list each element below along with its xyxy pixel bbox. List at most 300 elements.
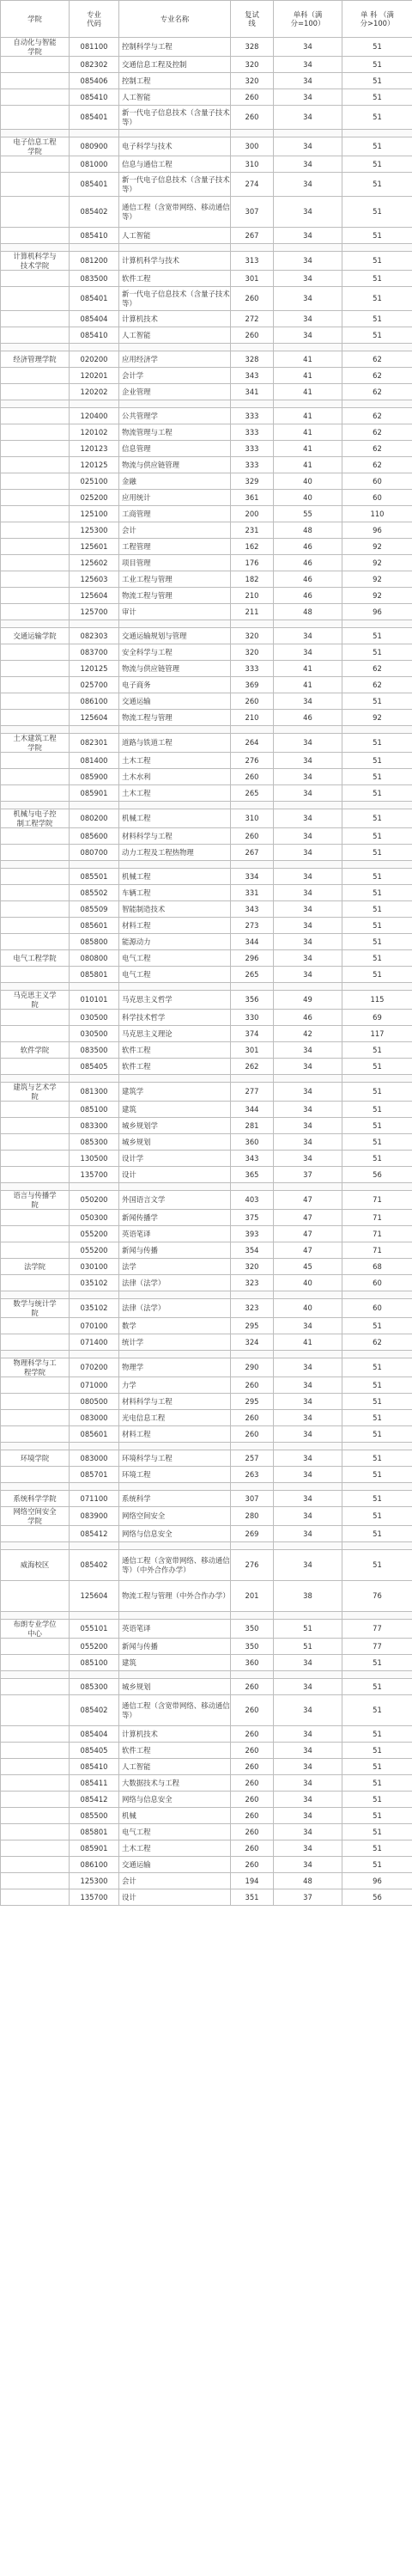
school-cell — [1, 506, 70, 522]
code-cell: 085801 — [70, 1824, 119, 1840]
table-row — [1, 441, 412, 457]
name-cell: 机械 — [119, 1808, 231, 1824]
school-cell — [1, 861, 70, 869]
school-cell — [1, 1467, 70, 1483]
name-cell: 新闻与传播 — [119, 1639, 231, 1655]
name-cell: 电子科学与技术 — [119, 137, 231, 156]
table-row — [1, 1242, 412, 1259]
total-cell: 260 — [231, 1377, 274, 1394]
code-cell: 086100 — [70, 693, 119, 710]
single-over-100-cell: 92 — [342, 710, 412, 726]
single-over-100-cell: 92 — [342, 588, 412, 604]
name-cell — [119, 1671, 231, 1679]
single-100-cell: 34 — [274, 785, 342, 802]
code-cell — [70, 400, 119, 408]
name-cell: 统计学 — [119, 1334, 231, 1351]
code-cell: 085405 — [70, 1059, 119, 1075]
single-100-cell — [274, 861, 342, 869]
single-over-100-cell: 68 — [342, 1259, 412, 1275]
code-cell: 050200 — [70, 1191, 119, 1210]
name-cell: 材料科学与工程 — [119, 1394, 231, 1410]
code-cell: 120202 — [70, 384, 119, 400]
single-100-cell — [274, 1542, 342, 1550]
code-cell: 025700 — [70, 677, 119, 693]
total-cell: 343 — [231, 1151, 274, 1167]
total-cell — [231, 344, 274, 351]
name-cell: 公共管理学 — [119, 408, 231, 424]
single-100-cell: 34 — [274, 1491, 342, 1507]
code-cell: 082301 — [70, 734, 119, 753]
total-cell: 369 — [231, 677, 274, 693]
school-cell — [1, 1808, 70, 1824]
single-100-cell — [274, 344, 342, 351]
total-cell: 334 — [231, 869, 274, 885]
name-cell: 力学 — [119, 1377, 231, 1394]
code-cell: 125602 — [70, 555, 119, 571]
code-cell: 085401 — [70, 106, 119, 130]
single-100-cell: 34 — [274, 869, 342, 885]
school-cell — [1, 1443, 70, 1450]
single-100-cell: 46 — [274, 1010, 342, 1026]
name-cell — [119, 1351, 231, 1358]
total-cell — [231, 1542, 274, 1550]
table-row — [1, 885, 412, 901]
total-cell: 211 — [231, 604, 274, 620]
single-over-100-cell: 51 — [342, 1083, 412, 1102]
single-over-100-cell: 92 — [342, 571, 412, 588]
code-cell: 050300 — [70, 1210, 119, 1226]
school-cell — [1, 1695, 70, 1726]
code-cell: 085601 — [70, 918, 119, 934]
single-over-100-cell: 51 — [342, 1102, 412, 1118]
single-100-cell: 34 — [274, 644, 342, 661]
total-cell: 194 — [231, 1873, 274, 1889]
single-100-cell: 47 — [274, 1242, 342, 1259]
single-100-cell: 46 — [274, 555, 342, 571]
total-cell — [231, 130, 274, 137]
single-100-cell — [274, 130, 342, 137]
single-100-cell: 34 — [274, 89, 342, 106]
name-cell: 信息管理 — [119, 441, 231, 457]
table-row — [1, 1857, 412, 1873]
name-cell: 物流管理与工程 — [119, 424, 231, 441]
single-over-100-cell: 51 — [342, 197, 412, 228]
code-cell — [70, 1183, 119, 1191]
single-100-cell: 41 — [274, 677, 342, 693]
table-row — [1, 828, 412, 845]
single-100-cell: 34 — [274, 1426, 342, 1443]
school-cell — [1, 828, 70, 845]
single-over-100-cell: 62 — [342, 457, 412, 473]
single-100-cell: 34 — [274, 950, 342, 967]
single-100-cell: 46 — [274, 571, 342, 588]
code-cell: 071400 — [70, 1334, 119, 1351]
school-cell — [1, 1410, 70, 1426]
name-cell — [119, 244, 231, 252]
single-over-100-cell: 62 — [342, 677, 412, 693]
single-over-100-cell: 51 — [342, 1467, 412, 1483]
total-cell: 274 — [231, 173, 274, 197]
single-over-100-cell: 51 — [342, 845, 412, 861]
table-row — [1, 38, 412, 57]
name-cell: 新一代电子信息技术（含量子技术等） — [119, 106, 231, 130]
single-100-cell: 34 — [274, 1840, 342, 1857]
code-cell: 085502 — [70, 885, 119, 901]
total-cell: 260 — [231, 1840, 274, 1857]
single-100-cell: 51 — [274, 1620, 342, 1639]
single-over-100-cell — [342, 344, 412, 351]
single-over-100-cell: 51 — [342, 156, 412, 173]
name-cell: 物流工程与管理 — [119, 588, 231, 604]
table-row — [1, 106, 412, 130]
single-100-cell: 34 — [274, 845, 342, 861]
single-over-100-cell: 117 — [342, 1026, 412, 1042]
single-over-100-cell: 60 — [342, 1275, 412, 1291]
total-cell: 320 — [231, 628, 274, 644]
school-cell — [1, 1010, 70, 1026]
school-cell — [1, 677, 70, 693]
single-over-100-cell — [342, 861, 412, 869]
separator-row — [1, 983, 412, 991]
school-cell — [1, 1426, 70, 1443]
single-100-cell: 34 — [274, 628, 342, 644]
single-over-100-cell: 62 — [342, 368, 412, 384]
name-cell: 计算机技术 — [119, 311, 231, 327]
single-100-cell: 34 — [274, 753, 342, 769]
single-100-cell — [274, 1291, 342, 1299]
code-cell: 083500 — [70, 1042, 119, 1059]
name-cell: 法学 — [119, 1259, 231, 1275]
school-cell: 网络空间安全 学院 — [1, 1507, 70, 1526]
single-over-100-cell: 71 — [342, 1242, 412, 1259]
name-cell: 物流工程与管理（中外合作办学） — [119, 1581, 231, 1612]
name-cell: 交通运输 — [119, 693, 231, 710]
school-cell — [1, 604, 70, 620]
school-cell: 布朗专业学位 中心 — [1, 1620, 70, 1639]
code-cell: 120125 — [70, 457, 119, 473]
single-100-cell: 34 — [274, 1151, 342, 1167]
table-row — [1, 734, 412, 753]
name-cell: 软件工程 — [119, 1743, 231, 1759]
name-cell: 审计 — [119, 604, 231, 620]
code-cell — [70, 130, 119, 137]
single-100-cell: 34 — [274, 693, 342, 710]
single-over-100-cell — [342, 1351, 412, 1358]
total-cell: 320 — [231, 57, 274, 73]
school-cell — [1, 106, 70, 130]
single-over-100-cell — [342, 802, 412, 809]
code-cell: 085402 — [70, 1550, 119, 1581]
total-cell: 260 — [231, 828, 274, 845]
single-over-100-cell: 77 — [342, 1639, 412, 1655]
total-cell: 260 — [231, 1726, 274, 1743]
code-cell: 055101 — [70, 1620, 119, 1639]
school-cell — [1, 173, 70, 197]
school-cell — [1, 918, 70, 934]
table-row — [1, 473, 412, 490]
single-over-100-cell: 51 — [342, 769, 412, 785]
school-cell — [1, 1210, 70, 1226]
school-cell: 自动化与智能 学院 — [1, 38, 70, 57]
table-row — [1, 1259, 412, 1275]
code-cell: 085900 — [70, 769, 119, 785]
school-cell — [1, 726, 70, 734]
name-cell: 法律（法学） — [119, 1275, 231, 1291]
single-over-100-cell — [342, 726, 412, 734]
single-100-cell: 34 — [274, 1467, 342, 1483]
table-row — [1, 967, 412, 983]
school-cell — [1, 1394, 70, 1410]
single-100-cell: 34 — [274, 106, 342, 130]
single-over-100-cell: 51 — [342, 1743, 412, 1759]
single-over-100-cell — [342, 400, 412, 408]
name-cell: 软件工程 — [119, 1059, 231, 1075]
single-100-cell — [274, 400, 342, 408]
single-over-100-cell: 51 — [342, 1410, 412, 1426]
single-100-cell — [274, 983, 342, 991]
name-cell: 材料工程 — [119, 918, 231, 934]
table-row — [1, 408, 412, 424]
code-cell — [70, 620, 119, 628]
code-cell: 083700 — [70, 644, 119, 661]
school-cell: 计算机科学与 技术学院 — [1, 252, 70, 271]
total-cell: 262 — [231, 1059, 274, 1075]
separator-row — [1, 1183, 412, 1191]
school-cell: 建筑与艺术学 院 — [1, 1083, 70, 1102]
school-cell — [1, 539, 70, 555]
total-cell: 333 — [231, 408, 274, 424]
school-cell — [1, 1671, 70, 1679]
table-row — [1, 1318, 412, 1334]
name-cell: 土木工程 — [119, 1840, 231, 1857]
single-100-cell: 41 — [274, 408, 342, 424]
name-cell: 物理学 — [119, 1358, 231, 1377]
school-cell — [1, 1792, 70, 1808]
total-cell: 350 — [231, 1620, 274, 1639]
single-over-100-cell: 51 — [342, 950, 412, 967]
table-row — [1, 1743, 412, 1759]
single-over-100-cell: 51 — [342, 934, 412, 950]
single-over-100-cell: 51 — [342, 311, 412, 327]
name-cell: 材料工程 — [119, 1426, 231, 1443]
single-100-cell: 34 — [274, 828, 342, 845]
single-100-cell: 34 — [274, 734, 342, 753]
single-over-100-cell — [342, 1443, 412, 1450]
code-cell: 120125 — [70, 661, 119, 677]
total-cell: 260 — [231, 1695, 274, 1726]
name-cell: 土木工程 — [119, 785, 231, 802]
school-cell — [1, 802, 70, 809]
table-row — [1, 89, 412, 106]
single-100-cell: 47 — [274, 1226, 342, 1242]
single-100-cell: 34 — [274, 327, 342, 344]
separator-row — [1, 130, 412, 137]
single-100-cell — [274, 1483, 342, 1491]
single-100-cell: 34 — [274, 228, 342, 244]
total-cell: 333 — [231, 661, 274, 677]
single-over-100-cell: 56 — [342, 1889, 412, 1906]
name-cell — [119, 1075, 231, 1083]
school-cell — [1, 1542, 70, 1550]
code-cell: 085405 — [70, 1743, 119, 1759]
separator-row — [1, 726, 412, 734]
single-100-cell: 34 — [274, 1526, 342, 1542]
single-100-cell: 34 — [274, 1679, 342, 1695]
total-cell: 276 — [231, 753, 274, 769]
code-cell: 080700 — [70, 845, 119, 861]
school-cell — [1, 901, 70, 918]
table-row — [1, 73, 412, 89]
name-cell: 大数据技术与工程 — [119, 1775, 231, 1792]
name-cell — [119, 983, 231, 991]
single-100-cell — [274, 1443, 342, 1450]
school-cell — [1, 1612, 70, 1620]
school-cell — [1, 1679, 70, 1695]
name-cell: 交通运输 — [119, 1857, 231, 1873]
school-cell — [1, 244, 70, 252]
total-cell: 328 — [231, 38, 274, 57]
school-cell: 土木建筑工程 学院 — [1, 734, 70, 753]
code-cell: 085901 — [70, 1840, 119, 1857]
name-cell: 设计学 — [119, 1151, 231, 1167]
code-cell: 085402 — [70, 1695, 119, 1726]
code-cell: 085404 — [70, 311, 119, 327]
single-100-cell: 47 — [274, 1191, 342, 1210]
name-cell: 新闻传播学 — [119, 1210, 231, 1226]
single-100-cell: 41 — [274, 424, 342, 441]
single-over-100-cell: 51 — [342, 1134, 412, 1151]
name-cell — [119, 130, 231, 137]
single-100-cell: 41 — [274, 457, 342, 473]
table-row — [1, 1134, 412, 1151]
name-cell: 项目管理 — [119, 555, 231, 571]
total-cell: 324 — [231, 1334, 274, 1351]
table-row — [1, 571, 412, 588]
single-100-cell: 34 — [274, 1775, 342, 1792]
table-row — [1, 1226, 412, 1242]
single-100-cell: 34 — [274, 967, 342, 983]
table-row — [1, 1210, 412, 1226]
separator-row — [1, 861, 412, 869]
school-cell — [1, 1351, 70, 1358]
single-100-cell: 37 — [274, 1889, 342, 1906]
total-cell: 323 — [231, 1299, 274, 1318]
single-100-cell: 49 — [274, 991, 342, 1010]
single-100-cell: 34 — [274, 1134, 342, 1151]
code-cell: 035102 — [70, 1299, 119, 1318]
single-100-cell: 48 — [274, 1873, 342, 1889]
table-row — [1, 588, 412, 604]
name-cell: 材料科学与工程 — [119, 828, 231, 845]
school-cell — [1, 869, 70, 885]
single-over-100-cell: 62 — [342, 1334, 412, 1351]
code-cell: 120201 — [70, 368, 119, 384]
total-cell: 333 — [231, 441, 274, 457]
school-cell: 电子信息工程 学院 — [1, 137, 70, 156]
code-cell: 081000 — [70, 156, 119, 173]
total-cell: 356 — [231, 991, 274, 1010]
table-row — [1, 1491, 412, 1507]
total-cell: 354 — [231, 1242, 274, 1259]
school-cell: 软件学院 — [1, 1042, 70, 1059]
code-cell: 085410 — [70, 1759, 119, 1775]
code-cell: 010101 — [70, 991, 119, 1010]
total-cell: 260 — [231, 693, 274, 710]
school-cell: 机械与电子控 制工程学院 — [1, 809, 70, 828]
name-cell: 人工智能 — [119, 89, 231, 106]
name-cell: 控制科学与工程 — [119, 38, 231, 57]
table-row — [1, 522, 412, 539]
code-cell: 055200 — [70, 1639, 119, 1655]
name-cell: 新一代电子信息技术（含量子技术等） — [119, 173, 231, 197]
single-over-100-cell: 51 — [342, 1808, 412, 1824]
total-cell: 260 — [231, 1775, 274, 1792]
single-100-cell: 34 — [274, 271, 342, 287]
total-cell — [231, 802, 274, 809]
name-cell: 建筑 — [119, 1655, 231, 1671]
single-over-100-cell: 51 — [342, 1151, 412, 1167]
school-cell — [1, 588, 70, 604]
total-cell: 329 — [231, 473, 274, 490]
school-cell: 数学与统计学 院 — [1, 1299, 70, 1318]
single-100-cell: 34 — [274, 809, 342, 828]
single-over-100-cell: 56 — [342, 1167, 412, 1183]
single-over-100-cell: 51 — [342, 1526, 412, 1542]
name-cell: 马克思主义哲学 — [119, 991, 231, 1010]
total-cell: 301 — [231, 1042, 274, 1059]
table-row — [1, 1695, 412, 1726]
table-row — [1, 137, 412, 156]
code-cell: 083500 — [70, 271, 119, 287]
school-cell — [1, 1102, 70, 1118]
school-cell: 环境学院 — [1, 1450, 70, 1467]
single-100-cell: 38 — [274, 1581, 342, 1612]
single-over-100-cell — [342, 620, 412, 628]
single-over-100-cell: 51 — [342, 89, 412, 106]
total-cell — [231, 244, 274, 252]
single-over-100-cell: 51 — [342, 1726, 412, 1743]
single-100-cell: 34 — [274, 156, 342, 173]
table-row — [1, 1299, 412, 1318]
name-cell: 光电信息工程 — [119, 1410, 231, 1426]
single-100-cell: 34 — [274, 1410, 342, 1426]
code-cell — [70, 861, 119, 869]
total-cell: 260 — [231, 1759, 274, 1775]
school-cell: 电气工程学院 — [1, 950, 70, 967]
total-cell: 344 — [231, 934, 274, 950]
code-cell — [70, 1483, 119, 1491]
single-over-100-cell: 110 — [342, 506, 412, 522]
code-cell: 125604 — [70, 710, 119, 726]
school-cell — [1, 1226, 70, 1242]
name-cell: 电子商务 — [119, 677, 231, 693]
name-cell: 物流与供应链管理 — [119, 661, 231, 677]
total-cell: 310 — [231, 156, 274, 173]
single-over-100-cell: 51 — [342, 173, 412, 197]
total-cell: 265 — [231, 967, 274, 983]
single-over-100-cell: 51 — [342, 1550, 412, 1581]
single-100-cell — [274, 620, 342, 628]
table-row — [1, 1026, 412, 1042]
school-cell — [1, 1334, 70, 1351]
single-100-cell: 34 — [274, 934, 342, 950]
single-100-cell: 34 — [274, 1655, 342, 1671]
table-row — [1, 351, 412, 368]
single-over-100-cell: 51 — [342, 967, 412, 983]
total-cell: 267 — [231, 845, 274, 861]
name-cell — [119, 400, 231, 408]
single-over-100-cell: 51 — [342, 327, 412, 344]
